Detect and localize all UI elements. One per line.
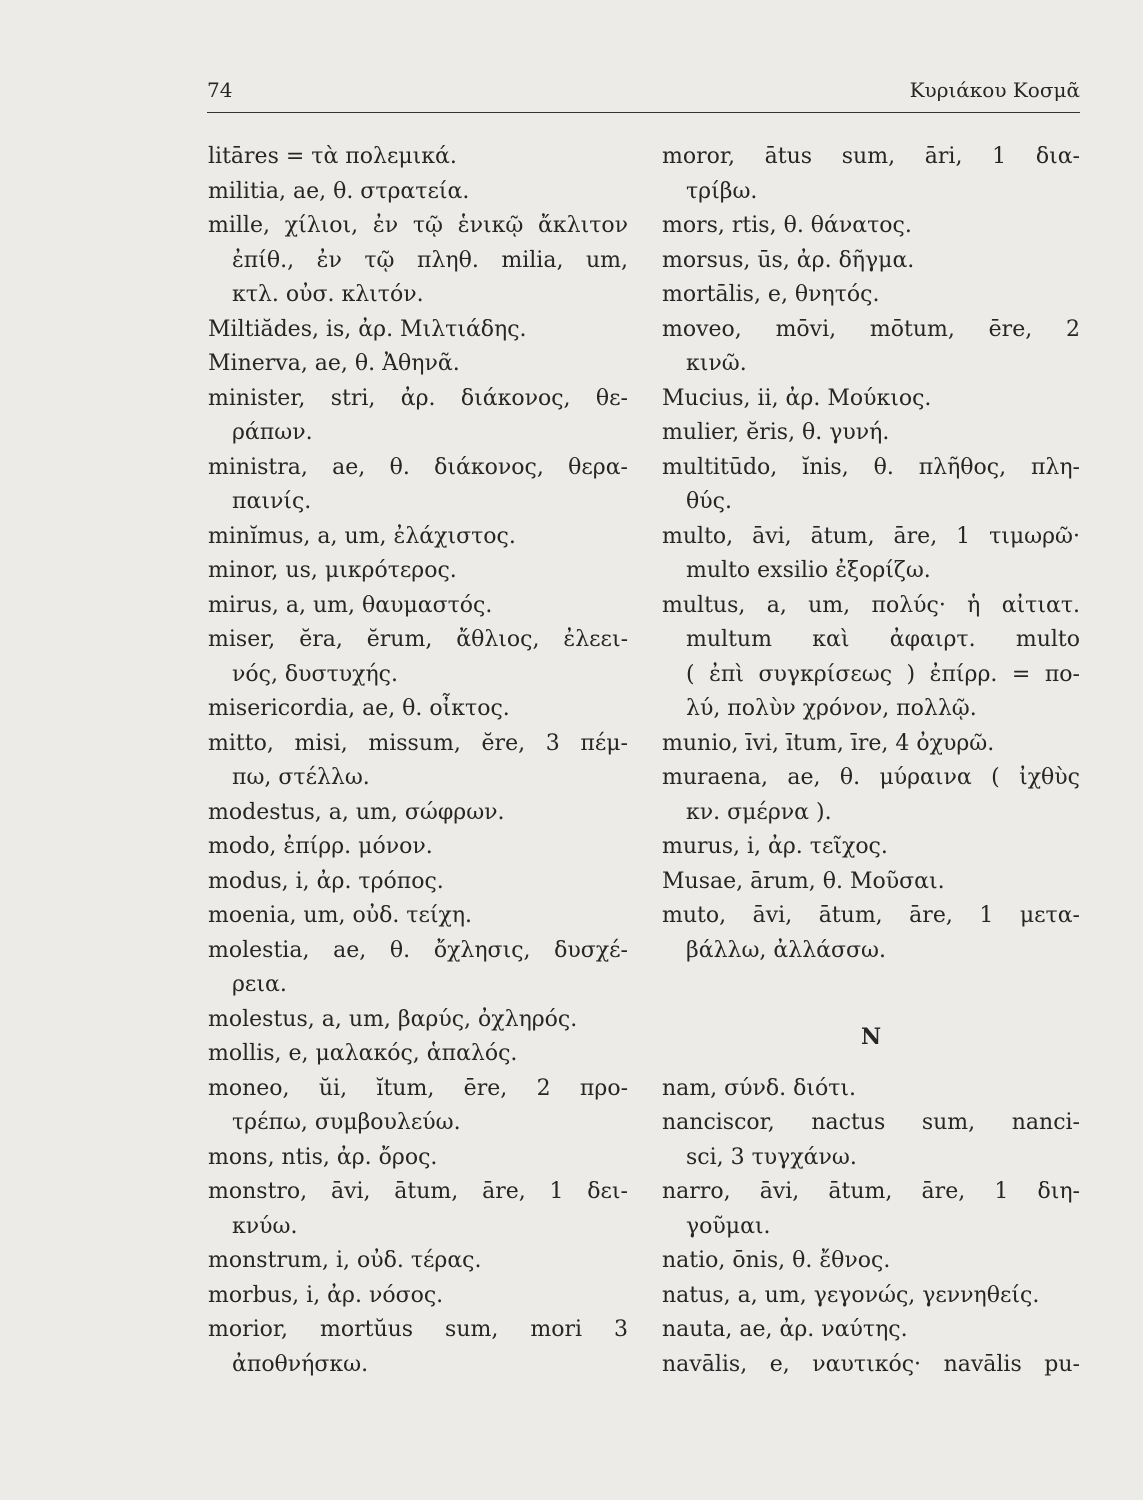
dictionary-line: multitūdo, ĭnis, θ. πλῆθος, πλη- xyxy=(662,454,1080,480)
dictionary-line: multo, āvi, ātum, āre, 1 τιμωρῶ· xyxy=(662,523,1080,549)
dictionary-line: βάλλω, ἀλλάσσω. xyxy=(686,937,886,963)
dictionary-line: morbus, i, ἀρ. νόσος. xyxy=(208,1282,444,1308)
dictionary-line: πω, στέλλω. xyxy=(232,765,370,790)
dictionary-line: moror, ātus sum, āri, 1 δια- xyxy=(662,144,1080,169)
dictionary-line: minor, us, μικρότερος. xyxy=(208,558,457,583)
dictionary-line: natio, ōnis, θ. ἔθνος. xyxy=(662,1248,891,1273)
dictionary-line: litāres = τὰ πολεμικά. xyxy=(208,144,457,169)
section-letter: N xyxy=(860,1023,882,1050)
dictionary-line: multus, a, um, πολύς· ἡ αἰτιατ. xyxy=(662,592,1080,618)
dictionary-line: ἐπίθ., ἐν τῷ πληθ. milia, um, xyxy=(232,247,628,273)
dictionary-line: muraena, ae, θ. μύραινα ( ἰχθὺς xyxy=(662,765,1080,790)
dictionary-line: Musae, ārum, θ. Μοῦσαι. xyxy=(662,868,945,894)
dictionary-line: molestus, a, um, βαρύς, ὀχληρός. xyxy=(208,1006,578,1032)
dictionary-line: ράπων. xyxy=(232,420,313,445)
dictionary-line: morsus, ūs, ἀρ. δῆγμα. xyxy=(662,247,915,273)
dictionary-line: multo exsilio ἐξορίζω. xyxy=(686,558,931,583)
dictionary-line: τρέπω, συμβουλεύω. xyxy=(232,1110,461,1135)
dictionary-line: mulier, ĕris, θ. γυνή. xyxy=(662,420,890,445)
dictionary-line: mitto, misi, missum, ĕre, 3 πέμ- xyxy=(208,730,628,756)
dictionary-line: θύς. xyxy=(686,489,732,514)
dictionary-line: nam, σύνδ. διότι. xyxy=(662,1075,857,1101)
dictionary-line: sci, 3 τυγχάνω. xyxy=(686,1144,857,1170)
dictionary-line: mons, ntis, ἀρ. ὄρος. xyxy=(208,1144,438,1170)
dictionary-line: morior, mortŭus sum, mori 3 xyxy=(208,1317,628,1342)
dictionary-line: modo, ἐπίρρ. μόνον. xyxy=(208,834,433,859)
dictionary-line: λύ, πολὺν χρόνον, πολλῷ. xyxy=(686,696,977,721)
dictionary-line: κν. σμέρνα ). xyxy=(686,799,832,825)
dictionary-line: κνύω. xyxy=(232,1213,298,1239)
dictionary-line: modestus, a, um, σώφρων. xyxy=(208,799,505,825)
spacer xyxy=(662,968,1080,1003)
right-column-top-entries xyxy=(662,140,1080,968)
dictionary-line: monstrum, i, οὐδ. τέρας. xyxy=(208,1248,482,1273)
dictionary-line: narro, āvi, ātum, āre, 1 διη- xyxy=(662,1179,1080,1204)
right-column xyxy=(662,140,1080,1382)
dictionary-line: mortālis, e, θνητός. xyxy=(662,282,880,307)
page-number: 74 xyxy=(207,78,233,102)
dictionary-line: molestia, ae, θ. ὄχλησις, δυσχέ- xyxy=(208,937,628,963)
dictionary-line: mille, χίλιοι, ἐν τῷ ἑνικῷ ἄκλιτον xyxy=(208,213,628,238)
dictionary-line: moveo, mōvi, mōtum, ēre, 2 xyxy=(662,316,1080,342)
dictionary-line: παινίς. xyxy=(232,489,312,514)
dictionary-line: νός, δυστυχής. xyxy=(232,661,398,687)
dictionary-line: ministra, ae, θ. διάκονος, θερα- xyxy=(208,454,628,480)
dictionary-line: ( ἐπὶ συγκρίσεως ) ἐπίρρ. = πο- xyxy=(686,661,1080,687)
dictionary-line: multum καὶ ἀφαιρτ. multo xyxy=(686,627,1080,652)
dictionary-line: misericordia, ae, θ. οἶκτος. xyxy=(208,696,510,721)
right-column-bottom-entries xyxy=(662,1072,1080,1383)
dictionary-line: ρεια. xyxy=(232,972,287,997)
dictionary-line: moneo, ŭi, ĭtum, ēre, 2 προ- xyxy=(208,1075,628,1101)
dictionary-line: nauta, ae, ἀρ. ναύτης. xyxy=(662,1317,908,1342)
dictionary-line: Mucius, ii, ἀρ. Μούκιος. xyxy=(662,385,932,411)
dictionary-line: mollis, e, μαλακός, ἁπαλός. xyxy=(208,1041,518,1066)
dictionary-line: monstro, āvi, ātum, āre, 1 δει- xyxy=(208,1179,628,1204)
dictionary-line: navālis, e, ναυτικός· navālis pu- xyxy=(662,1351,1080,1377)
dictionary-line: natus, a, um, γεγονώς, γεννηθείς. xyxy=(662,1282,1040,1308)
dictionary-line: γοῦμαι. xyxy=(686,1213,771,1239)
dictionary-line: muto, āvi, ātum, āre, 1 μετα- xyxy=(662,903,1080,928)
dictionary-line: minĭmus, a, um, ἐλάχιστος. xyxy=(208,523,516,549)
dictionary-line: Miltiădes, is, ἀρ. Μιλτιάδης. xyxy=(208,316,527,342)
dictionary-line: mirus, a, um, θαυμαστός. xyxy=(208,592,493,618)
dictionary-line: κτλ. οὐσ. κλιτόν. xyxy=(232,282,424,307)
running-head: Κυριάκου Κοσμᾶ xyxy=(909,78,1080,102)
dictionary-line: moenia, um, οὐδ. τείχη. xyxy=(208,903,472,928)
dictionary-line: modus, i, ἀρ. τρόπος. xyxy=(208,868,444,894)
dictionary-line: murus, i, ἀρ. τεῖχος. xyxy=(662,834,888,859)
dictionary-line: mors, rtis, θ. θάνατος. xyxy=(662,213,912,238)
dictionary-line: τρίβω. xyxy=(686,178,758,204)
page-header xyxy=(207,78,1080,113)
dictionary-line: κινῶ. xyxy=(686,351,747,376)
dictionary-line: nanciscor, nactus sum, nanci- xyxy=(662,1110,1080,1135)
dictionary-line: militia, ae, θ. στρατεία. xyxy=(208,178,470,204)
dictionary-line: munio, īvi, ītum, īre, 4 ὀχυρῶ. xyxy=(662,730,995,756)
dictionary-line: Minerva, ae, θ. Ἀθηνᾶ. xyxy=(208,351,460,376)
dictionary-line: ἀποθνήσκω. xyxy=(232,1351,369,1377)
dictionary-line: miser, ĕra, ĕrum, ἄθλιος, ἐλεει- xyxy=(208,627,628,652)
left-column xyxy=(208,140,628,1382)
dictionary-line: minister, stri, ἀρ. διάκονος, θε- xyxy=(208,385,628,411)
